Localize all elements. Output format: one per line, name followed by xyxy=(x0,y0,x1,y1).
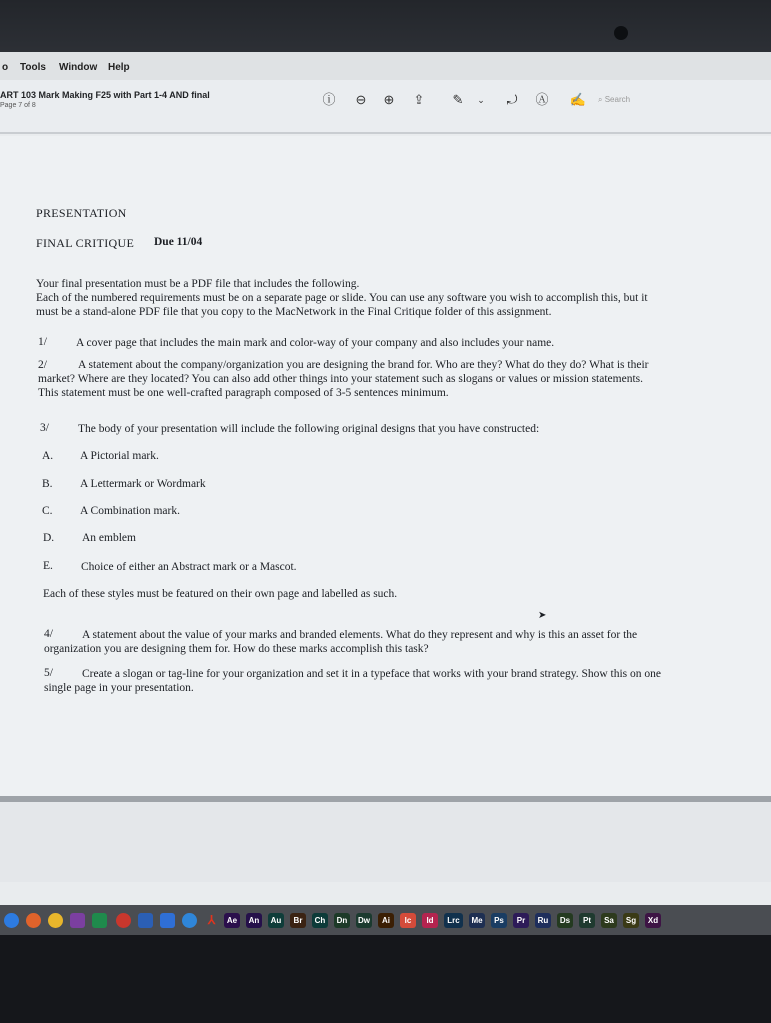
zoom-in-icon[interactable]: ⊕ xyxy=(383,92,395,107)
onenote-icon[interactable] xyxy=(70,913,85,928)
screen xyxy=(0,52,771,922)
dock-app-ai-icon[interactable]: Ai xyxy=(378,913,394,928)
page-heading: PRESENTATION xyxy=(36,206,127,220)
dock-app-ch-icon[interactable]: Ch xyxy=(312,913,328,928)
laptop-base xyxy=(0,935,771,1023)
item-5-line-2: single page in your presentation. xyxy=(44,682,194,694)
intro-line-3: must be a stand-alone PDF file that you copy to the MacNetwork in the Final Critique folder of this assignment. xyxy=(36,306,552,318)
subitem-letter: E. xyxy=(43,560,53,572)
intro-line-2: Each of the numbered requirements must be on a separate page or slide. You can use any software you wish to accomplish this, but it xyxy=(36,292,648,304)
item-4-number: 4/ xyxy=(44,628,53,640)
document-page xyxy=(0,136,771,796)
subitem-text: A Pictorial mark. xyxy=(80,450,159,462)
document-title: ART 103 Mark Making F25 with Part 1-4 AND final xyxy=(0,90,210,100)
item-2-line-3: This statement must be one well-crafted paragraph composed of 3-5 sentences minimum. xyxy=(38,387,449,399)
menu-item-window[interactable]: Window xyxy=(59,62,98,73)
dock-app-ic-icon[interactable]: Ic xyxy=(400,913,416,928)
subitem-letter: D. xyxy=(43,532,55,544)
chrome-icon[interactable] xyxy=(48,913,63,928)
annotate-icon[interactable]: Ⓐ xyxy=(535,92,549,107)
firefox-icon[interactable] xyxy=(26,913,41,928)
dock-app-sa-icon[interactable]: Sa xyxy=(601,913,617,928)
item-3-number: 3/ xyxy=(40,422,49,434)
laptop-bezel xyxy=(0,0,771,55)
dock-app-lrc-icon[interactable]: Lrc xyxy=(444,913,463,928)
share-icon[interactable]: ⇪ xyxy=(413,92,425,107)
subitem-text: A Combination mark. xyxy=(80,505,180,517)
camera-icon xyxy=(614,26,628,40)
markup-pen-icon[interactable]: ✎ xyxy=(452,92,464,107)
dock-app-ps-icon[interactable]: Ps xyxy=(491,913,507,928)
subitem-letter: B. xyxy=(42,478,53,490)
dock-app-me-icon[interactable]: Me xyxy=(469,913,485,928)
signature-icon[interactable]: ✍ xyxy=(569,92,587,107)
item-4-line-2: organization you are designing them for. How do these marks accomplish this task? xyxy=(44,643,429,655)
dock-app-ds-icon[interactable]: Ds xyxy=(557,913,573,928)
dock-app-pr-icon[interactable]: Pr xyxy=(513,913,529,928)
item-1-number: 1/ xyxy=(38,336,47,348)
onedrive-icon[interactable] xyxy=(182,913,197,928)
dock-app-au-icon[interactable]: Au xyxy=(268,913,284,928)
dock-app-dw-icon[interactable]: Dw xyxy=(356,913,372,928)
dock-app-ru-icon[interactable]: Ru xyxy=(535,913,551,928)
excel-icon[interactable] xyxy=(92,913,107,928)
mouse-cursor-icon: ➤ xyxy=(538,610,547,621)
page-indicator: Page 7 of 8 xyxy=(0,102,36,109)
dock-app-an-icon[interactable]: An xyxy=(246,913,262,928)
menu-item-help[interactable]: Help xyxy=(108,62,130,73)
dock-app-dn-icon[interactable]: Dn xyxy=(334,913,350,928)
word-icon[interactable] xyxy=(138,913,153,928)
dock xyxy=(0,905,771,935)
chevron-down-icon[interactable]: ⌄ xyxy=(477,95,485,105)
subitem-text: An emblem xyxy=(82,532,136,544)
intro-line-1: Your final presentation must be a PDF file that includes the following. xyxy=(36,278,360,290)
menu-bar xyxy=(0,52,771,80)
subitem-letter: C. xyxy=(42,505,53,517)
section-heading: FINAL CRITIQUE xyxy=(36,236,135,250)
menu-item-app[interactable]: o xyxy=(2,62,9,73)
item-2-number: 2/ xyxy=(38,359,47,371)
subitem-text: A Lettermark or Wordmark xyxy=(80,478,206,490)
item-5-number: 5/ xyxy=(44,667,53,679)
dock-app-xd-icon[interactable]: Xd xyxy=(645,913,661,928)
finder-icon[interactable] xyxy=(4,913,19,928)
dock-app-id-icon[interactable]: Id xyxy=(422,913,438,928)
item-3-text: The body of your presentation will include the following original designs that you have constructed: xyxy=(78,423,540,435)
zoom-out-icon[interactable]: ⊖ xyxy=(355,92,367,107)
menu-item-tools[interactable]: Tools xyxy=(20,62,46,73)
search-icon: ⌕ xyxy=(598,95,603,104)
rotate-icon[interactable]: ⤾ xyxy=(506,92,518,107)
subitem-letter: A. xyxy=(42,450,54,462)
due-date: Due 11/04 xyxy=(154,236,203,248)
dock-app-sg-icon[interactable]: Sg xyxy=(623,913,639,928)
item-2-line-2: market? Where are they located? You can also add other things into your statement such as slogans or values or mission statements. xyxy=(38,373,643,385)
item-1-text: A cover page that includes the main mark and color-way of your company and also includes your name. xyxy=(76,337,555,349)
next-page-area xyxy=(0,802,771,882)
subitem-text: Choice of either an Abstract mark or a Mascot. xyxy=(81,561,297,573)
dock-app-br-icon[interactable]: Br xyxy=(290,913,306,928)
search-placeholder: Search xyxy=(604,95,631,104)
preview-toolbar xyxy=(0,80,771,134)
search-field[interactable] xyxy=(598,91,660,108)
dock-app-pt-icon[interactable]: Pt xyxy=(579,913,595,928)
acrobat-icon[interactable]: ⅄ xyxy=(207,913,216,927)
dock-app-ae-icon[interactable]: Ae xyxy=(224,913,240,928)
office-icon[interactable] xyxy=(116,913,131,928)
item-5-line-1: Create a slogan or tag-line for your organization and set it in a typeface that works with your brand strategy. Show this on one xyxy=(82,668,661,680)
info-icon[interactable]: ⓘ xyxy=(322,92,336,107)
outlook-icon[interactable] xyxy=(160,913,175,928)
styles-note: Each of these styles must be featured on their own page and labelled as such. xyxy=(43,588,398,600)
item-4-line-1: A statement about the value of your marks and branded elements. What do they represent and why is this an asset for the xyxy=(82,629,638,641)
item-2-line-1: A statement about the company/organization you are designing the brand for. Who are they? What do they do? What is their xyxy=(78,359,649,371)
